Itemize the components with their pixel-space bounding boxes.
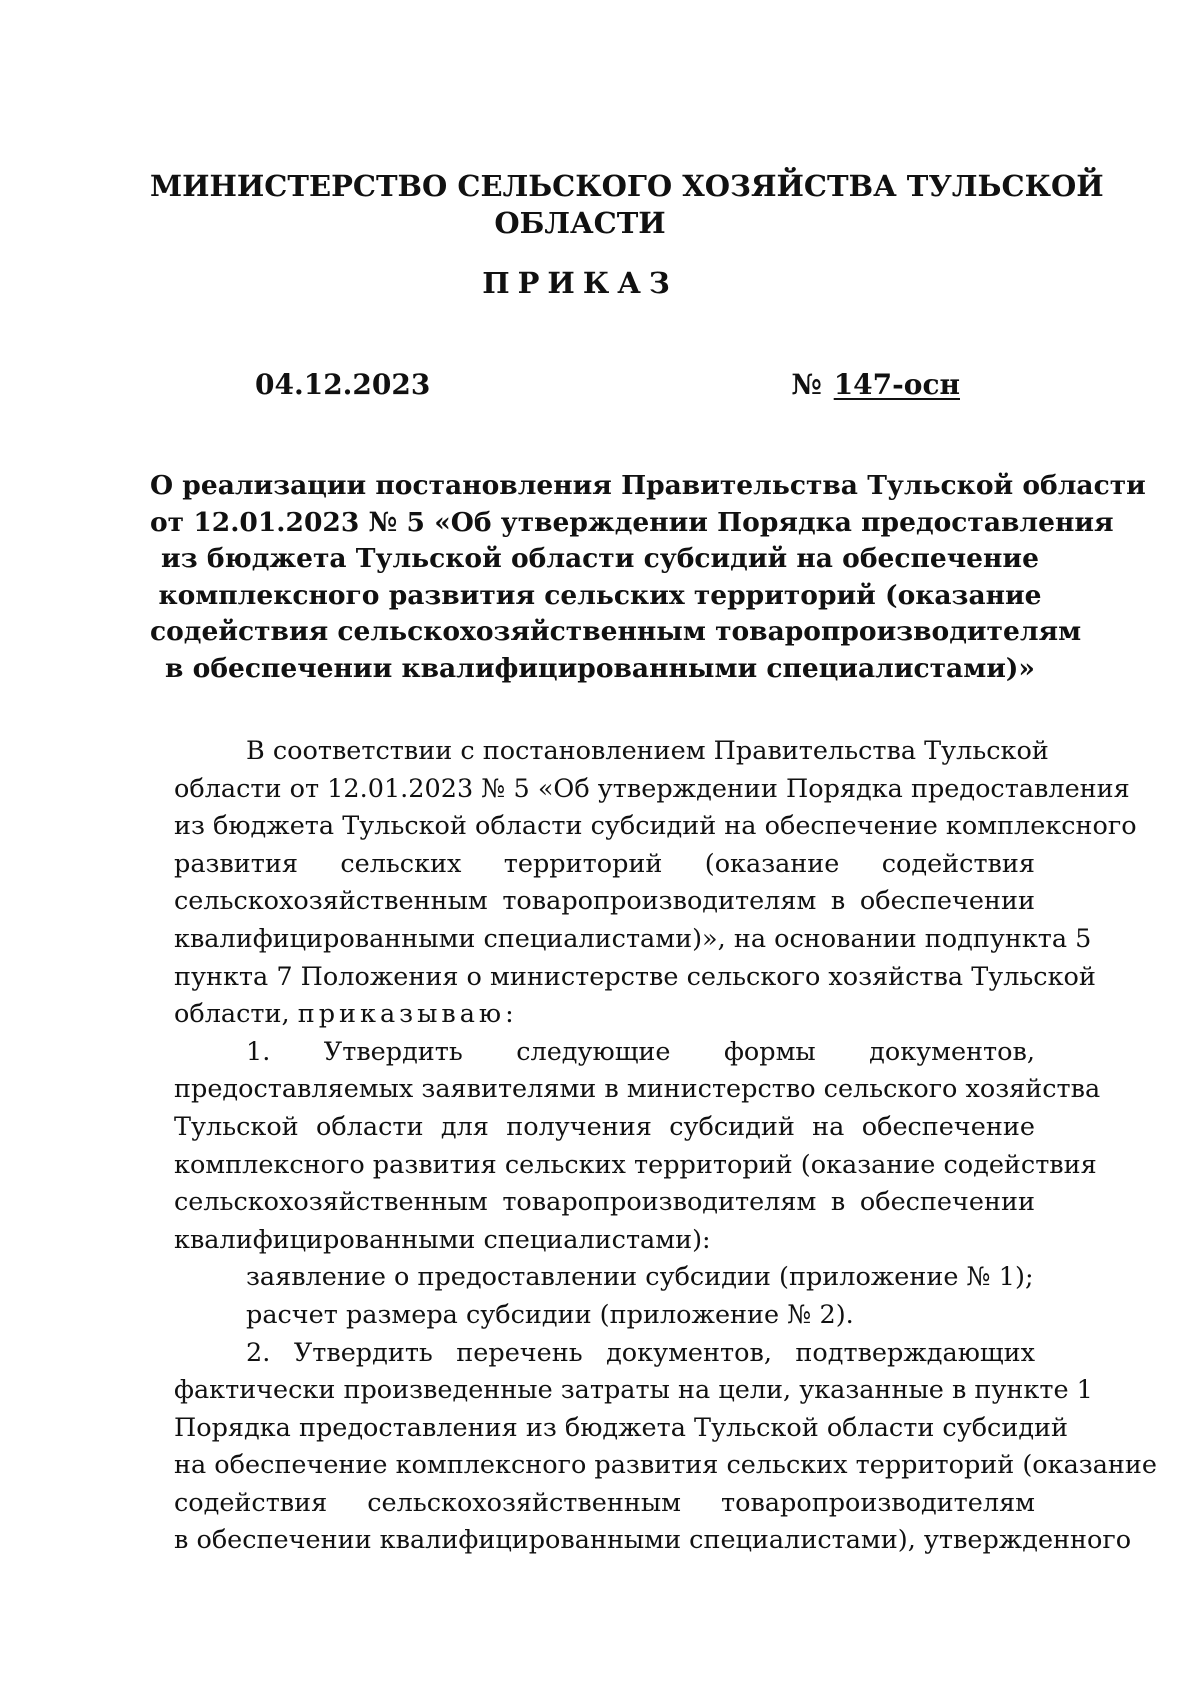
body-line [174, 883, 1035, 921]
item-number: 2. [246, 1337, 271, 1368]
word: развития [174, 848, 298, 879]
order-date: 04.12.2023 [255, 368, 431, 401]
number-value: 147-осн [833, 368, 960, 401]
word: сельскохозяйственным [367, 1487, 681, 1518]
body-line: предоставляемых заявителями в министерство сельского хозяйства [174, 1074, 1101, 1105]
body-text-fragment: области, [174, 999, 298, 1030]
body-line [174, 1335, 1035, 1373]
word: перечень [456, 1337, 583, 1368]
word: сельскохозяйственным [174, 1187, 488, 1218]
body-line [174, 1184, 1035, 1222]
word: содействия [881, 848, 1035, 879]
subject-line: О реализации постановления Правительства Тульской области [150, 470, 1146, 501]
subject-line: содействия сельскохозяйственным товаропроизводителям [150, 616, 1082, 647]
subject-line: в обеспечении квалифицированными специалистами)» [165, 652, 1035, 684]
body-line: области от 12.01.2023 № 5 «Об утверждении Порядка предоставления [174, 773, 1130, 804]
number-sign: № [791, 368, 822, 401]
word: Утвердить [293, 1337, 433, 1368]
body-line: пункта 7 Положения о министерстве сельского хозяйства Тульской [174, 961, 1096, 992]
body-line: из бюджета Тульской области субсидий на обеспечение комплексного [174, 811, 1137, 842]
order-subject [150, 468, 1146, 687]
ministry-title-line-1: МИНИСТЕРСТВО СЕЛЬСКОГО ХОЗЯЙСТВА ТУЛЬСКОЙ [150, 169, 1104, 203]
body-line: Порядка предоставления из бюджета Тульской области субсидий [174, 1412, 1069, 1443]
word: товаропроизводителям [721, 1487, 1035, 1518]
word: Тульской [174, 1111, 299, 1142]
word: товаропроизводителям [502, 886, 817, 917]
body-line: на обеспечение комплексного развития сельских территорий (оказание [174, 1450, 1157, 1481]
word: Утвердить [323, 1036, 463, 1067]
word: сельских [340, 848, 462, 879]
list-item: заявление о предоставлении субсидии (приложение № 1); [246, 1262, 1034, 1293]
word: получения [506, 1111, 652, 1142]
body-line [174, 1109, 1035, 1147]
word: в [830, 1187, 846, 1218]
body-line: квалифицированными специалистами)», на основании подпункта 5 [174, 923, 1092, 954]
body-line: В соответствии с постановлением Правительства Тульской [246, 736, 1049, 766]
word: формы [723, 1036, 816, 1067]
word: обеспечении [859, 886, 1035, 917]
order-number [791, 368, 960, 401]
word: товаропроизводителям [502, 1187, 817, 1218]
word: сельскохозяйственным [174, 886, 488, 917]
word: на [812, 1111, 845, 1142]
word: обеспечении [859, 1187, 1035, 1218]
word: обеспечение [861, 1111, 1035, 1142]
order-heading: ПРИКАЗ [482, 266, 678, 300]
word: для [440, 1111, 489, 1142]
item-number: 1. [246, 1036, 271, 1067]
subject-line: от 12.01.2023 № 5 «Об утверждении Порядка предоставления [150, 506, 1114, 538]
body-line [174, 1485, 1035, 1523]
body-line: комплексного развития сельских территорий (оказание содействия [174, 1149, 1097, 1180]
word: следующие [516, 1036, 671, 1067]
word: субсидий [669, 1111, 795, 1142]
word: содействия [174, 1487, 328, 1518]
word: (оказание [704, 848, 840, 879]
ministry-title-line-2: ОБЛАСТИ [494, 206, 666, 240]
order-body [174, 733, 1157, 1560]
body-line [174, 846, 1035, 884]
word: документов, [606, 1337, 772, 1368]
body-line: квалифицированными специалистами): [174, 1224, 711, 1255]
subject-line: из бюджета Тульской области субсидий на обеспечение [161, 543, 1039, 574]
body-line [174, 996, 1035, 1034]
word: подтверждающих [795, 1337, 1035, 1368]
subject-line: комплексного развития сельских территорий (оказание [158, 579, 1042, 611]
word: территорий [503, 848, 663, 879]
word: в [830, 886, 846, 917]
word: документов, [869, 1036, 1035, 1067]
spaced-word: приказываю: [297, 999, 518, 1030]
list-item: расчет размера субсидии (приложение № 2). [246, 1299, 854, 1330]
ministry-title [150, 168, 1104, 242]
body-line: в обеспечении квалифицированными специалистами), утвержденного [174, 1525, 1132, 1556]
word: области [316, 1111, 424, 1142]
body-line: фактически произведенные затраты на цели, указанные в пункте 1 [174, 1375, 1093, 1406]
body-line [174, 1034, 1035, 1072]
